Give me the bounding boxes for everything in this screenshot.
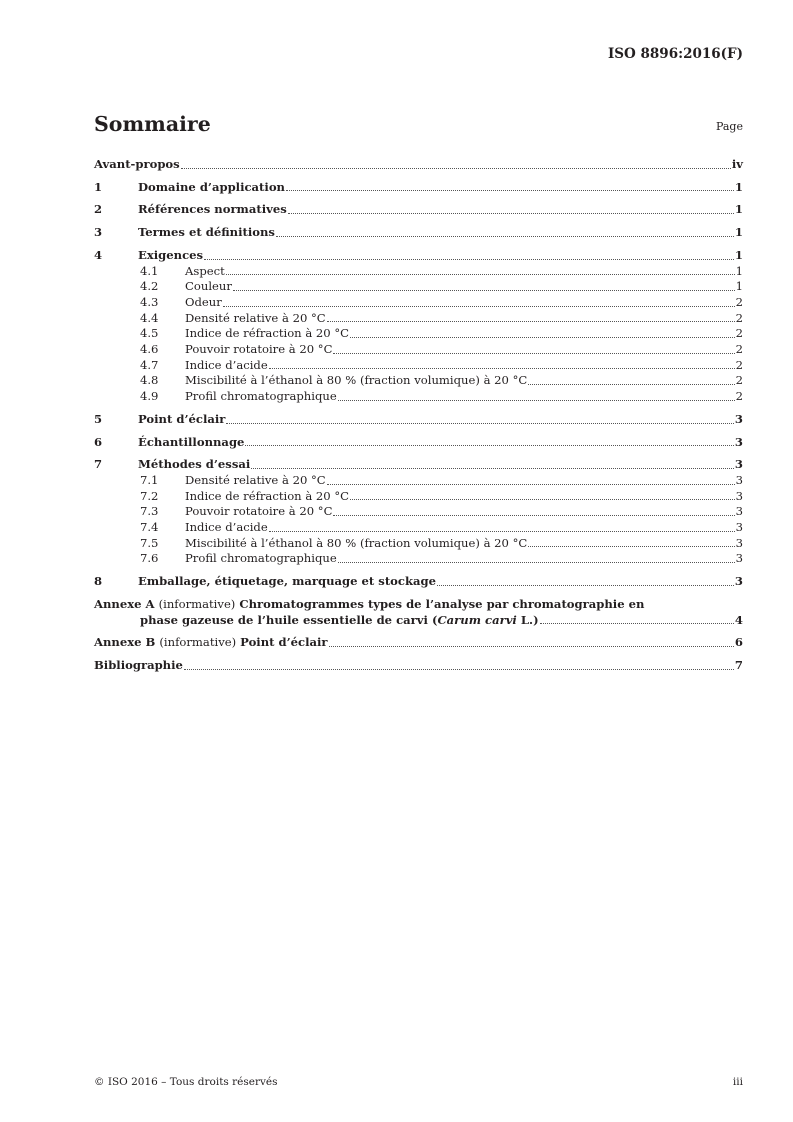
toc-entry-number: 4.4 <box>140 310 159 325</box>
toc-entry-title: Indice d’acide <box>185 520 268 535</box>
dot-leader <box>269 368 735 369</box>
toc-entry-page: 1 <box>734 247 743 262</box>
toc-entry-title: Indice de réfraction à 20 °C <box>185 488 350 503</box>
toc-entry-title: Références normatives <box>138 202 287 217</box>
toc-entry[interactable] <box>94 551 743 567</box>
dot-leader <box>245 445 734 446</box>
table-of-contents <box>94 157 743 674</box>
dot-leader <box>269 531 735 532</box>
toc-entry-page: 2 <box>735 342 743 357</box>
toc-entry-page: 2 <box>735 373 743 388</box>
toc-entry-number: 4.5 <box>140 326 159 341</box>
toc-entry[interactable] <box>94 435 743 451</box>
toc-entry-annex-b[interactable] <box>94 635 743 651</box>
annex-a-type: (informative) <box>158 596 236 611</box>
toc-entry-page: 3 <box>735 488 743 503</box>
toc-entry-number: 7.3 <box>140 504 159 519</box>
toc-entry-title: Pouvoir rotatoire à 20 °C <box>185 504 333 519</box>
title-row <box>94 112 743 142</box>
toc-entry-number: 4.1 <box>140 263 159 278</box>
toc-entry-page: 2 <box>735 389 743 404</box>
toc-entry[interactable] <box>94 264 743 280</box>
dot-leader <box>327 484 735 485</box>
bibliography-text: Bibliographie <box>94 657 183 672</box>
annex-a-title-italic: Carum carvi <box>437 612 517 627</box>
dot-leader <box>226 274 735 275</box>
annex-a-label: Annexe A <box>94 596 155 611</box>
dot-leader <box>286 190 734 191</box>
bibliography-page: 7 <box>734 657 743 672</box>
toc-entry[interactable] <box>94 326 743 342</box>
toc-entry-number: 4.6 <box>140 342 159 357</box>
toc-entry-title: Densité relative à 20 °C <box>185 310 326 325</box>
toc-entry-title: Indice de réfraction à 20 °C <box>185 326 350 341</box>
annex-b-title: Point d’éclair <box>240 635 328 650</box>
dot-leader <box>276 236 734 237</box>
toc-entry-number: 7.4 <box>140 520 159 535</box>
toc-entry-annex-a[interactable] <box>94 597 743 628</box>
annex-a-title-line2-end: L.) <box>516 612 539 627</box>
toc-entry[interactable] <box>94 202 743 218</box>
toc-entry-number: 4.7 <box>140 357 159 372</box>
toc-entry-page: 1 <box>734 225 743 240</box>
toc-entry-bibliography[interactable] <box>94 658 743 674</box>
toc-entry-title: Profil chromatographique <box>185 389 337 404</box>
toc-entry-title: Densité relative à 20 °C <box>185 472 326 487</box>
toc-entry-title: Miscibilité à l’éthanol à 80 % (fraction volumique) à 20 °C <box>185 535 528 550</box>
toc-entry-page: 3 <box>735 520 743 535</box>
toc-entries <box>94 157 743 590</box>
toc-entry-number: 2 <box>94 202 103 217</box>
toc-entry-page: 3 <box>734 574 743 589</box>
dot-leader <box>226 423 734 424</box>
toc-entry-number: 4 <box>94 247 103 262</box>
toc-entry-number: 4.3 <box>140 294 159 309</box>
annex-b-page: 6 <box>734 635 743 650</box>
dot-leader <box>528 546 734 547</box>
toc-entry-page: 3 <box>735 472 743 487</box>
toc-entry-title: Emballage, étiquetage, marquage et stockage <box>138 574 436 589</box>
dot-leader <box>338 562 735 563</box>
toc-entry-title: Aspect <box>185 263 225 278</box>
dot-leader <box>540 623 734 624</box>
toc-entry-page: 1 <box>735 263 743 278</box>
toc-entry[interactable] <box>94 457 743 473</box>
dot-leader <box>327 321 735 322</box>
toc-entry[interactable] <box>94 279 743 295</box>
toc-entry-title: Odeur <box>185 294 222 309</box>
toc-entry[interactable] <box>94 574 743 590</box>
toc-entry[interactable] <box>94 295 743 311</box>
page-column-label: Page <box>715 120 743 133</box>
toc-entry-title: Profil chromatographique <box>185 551 337 566</box>
toc-entry-page: 3 <box>735 504 743 519</box>
page-title: Sommaire <box>94 112 211 136</box>
annex-a-title-line1: Chromatogrammes types de l’analyse par chromatographie en <box>239 596 645 611</box>
toc-entry-number: 8 <box>94 574 103 589</box>
toc-entry-number: 1 <box>94 179 103 194</box>
toc-entry[interactable] <box>94 358 743 374</box>
toc-entry-number: 7.2 <box>140 488 159 503</box>
dot-leader <box>437 585 734 586</box>
toc-entry[interactable] <box>94 389 743 405</box>
toc-entry-page: 3 <box>734 457 743 472</box>
toc-entry[interactable] <box>94 180 743 196</box>
footer-copyright: © ISO 2016 – Tous droits réservés <box>94 1076 278 1088</box>
dot-leader <box>329 646 734 647</box>
toc-entry-page: 2 <box>735 310 743 325</box>
toc-entry-page: 1 <box>735 279 743 294</box>
toc-entry-page: 2 <box>735 357 743 372</box>
toc-entry-page: 1 <box>734 202 743 217</box>
toc-entry-page: 3 <box>734 434 743 449</box>
annex-b-label: Annexe B <box>94 635 156 650</box>
footer-page-number: iii <box>732 1076 743 1088</box>
toc-entry-page: iv <box>731 157 743 171</box>
toc-entry[interactable] <box>94 473 743 489</box>
dot-leader <box>338 400 735 401</box>
dot-leader <box>233 290 735 291</box>
toc-entry-page: 2 <box>735 326 743 341</box>
toc-entry[interactable] <box>94 225 743 241</box>
toc-entry-number: 4.2 <box>140 279 159 294</box>
dot-leader <box>528 384 734 385</box>
toc-entry-number: 7.5 <box>140 535 159 550</box>
toc-entry-title: Indice d’acide <box>185 357 268 372</box>
annex-a-title-line2-start: phase gazeuse de l’huile essentielle de carvi ( <box>140 612 438 627</box>
toc-entry[interactable] <box>94 373 743 389</box>
toc-entry[interactable] <box>94 311 743 327</box>
dot-leader <box>204 259 734 260</box>
toc-entry[interactable] <box>94 504 743 520</box>
toc-entry[interactable] <box>94 248 743 264</box>
toc-entry-number: 7.1 <box>140 472 159 487</box>
toc-entry-number: 4.8 <box>140 373 159 388</box>
dot-leader <box>333 515 734 516</box>
toc-entry-page: 3 <box>734 411 743 426</box>
document-code: ISO 8896:2016(F) <box>607 46 743 62</box>
annex-a-page: 4 <box>734 612 743 627</box>
toc-entry-page: 3 <box>735 551 743 566</box>
toc-entry-title: Échantillonnage <box>138 434 245 449</box>
toc-entry-title: Miscibilité à l’éthanol à 80 % (fraction volumique) à 20 °C <box>185 373 528 388</box>
toc-entry-number: 6 <box>94 434 103 449</box>
toc-entry[interactable] <box>94 489 743 505</box>
annex-b-type: (informative) <box>159 635 237 650</box>
toc-entry[interactable] <box>94 412 743 428</box>
dot-leader <box>350 499 735 500</box>
toc-entry[interactable] <box>94 520 743 536</box>
dot-leader <box>223 306 735 307</box>
toc-entry-number: 5 <box>94 411 103 426</box>
toc-entry-number: 7 <box>94 457 103 472</box>
dot-leader <box>181 168 731 169</box>
toc-entry-title: Exigences <box>138 247 204 262</box>
toc-entry-number: 3 <box>94 225 103 240</box>
toc-entry-title: Termes et définitions <box>138 225 275 240</box>
dot-leader <box>184 669 734 670</box>
toc-entry[interactable] <box>94 342 743 358</box>
toc-entry-title: Couleur <box>185 279 232 294</box>
toc-entry-title: Méthodes d’essai <box>138 457 251 472</box>
dot-leader <box>350 337 735 338</box>
toc-entry-title: Point d’éclair <box>138 411 226 426</box>
dot-leader <box>333 353 734 354</box>
toc-entry-title: Avant-propos <box>94 157 180 171</box>
toc-entry-title: Pouvoir rotatoire à 20 °C <box>185 342 333 357</box>
toc-entry-number: 4.9 <box>140 389 159 404</box>
toc-entry[interactable] <box>94 157 743 173</box>
dot-leader <box>251 468 734 469</box>
toc-entry-page: 3 <box>735 535 743 550</box>
toc-entry-number: 7.6 <box>140 551 159 566</box>
toc-entry-title: Domaine d’application <box>138 179 285 194</box>
toc-entry-page: 2 <box>735 294 743 309</box>
toc-entry[interactable] <box>94 536 743 552</box>
dot-leader <box>288 213 734 214</box>
toc-entry-page: 1 <box>734 179 743 194</box>
